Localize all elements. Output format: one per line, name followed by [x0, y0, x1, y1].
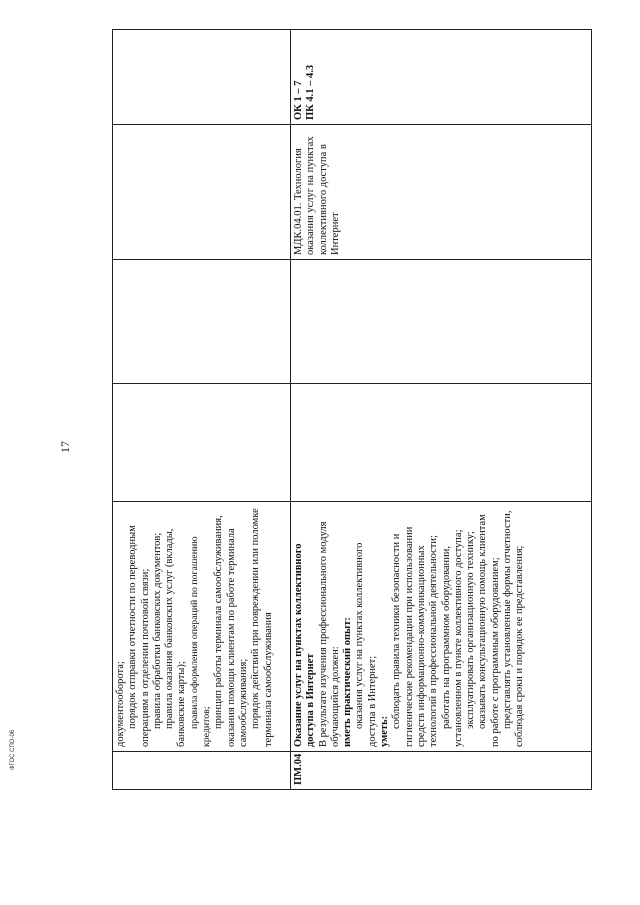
skill-item: эксплуатировать организационную технику;	[465, 531, 477, 729]
cell-empty	[113, 30, 291, 125]
footer-label: ФГОС СПО-06	[10, 729, 16, 770]
practice-text: оказания услуг на пунктах коллективного доступа в Интернет;	[354, 542, 378, 747]
cell-mdk	[291, 125, 592, 260]
skills-label: уметь:	[379, 715, 391, 747]
page-number: 17	[58, 441, 72, 453]
skill-item: оказывать консультационную помощь клиентам по работе с программным оборудованием;	[477, 514, 501, 747]
text-line: правила обработки банковских документов;	[151, 532, 163, 729]
text-line: документооборота;	[115, 661, 126, 747]
text-line: порядок отправки отчетности по переводным	[127, 525, 139, 729]
table-row	[113, 30, 291, 790]
module-title: Оказание услуг на пунктах коллективного доступа в Интернет	[293, 543, 317, 747]
competency-pk: ПК 4.1 – 4.3	[305, 64, 317, 120]
skill-item: работать на программном оборудовании, установленном в пункте коллективного доступа;	[440, 529, 464, 747]
text-line: терминала самообслуживания	[262, 612, 274, 747]
module-intro: В результате изучения профессионального модуля обучающийся должен:	[317, 521, 341, 747]
competency-ok: ОК 1 – 7	[293, 80, 304, 120]
text-line: операциям в отделении почтовой связи;	[139, 568, 151, 747]
cell-module-description	[291, 502, 592, 752]
cell-code-empty	[113, 752, 291, 790]
mdk-text: МДК.04.01. Технология оказания услуг на пунктах коллективного доступа в Интернет	[293, 136, 341, 255]
module-code: ПМ.04	[291, 752, 592, 790]
cell-empty	[113, 125, 291, 260]
skill-item: соблюдать правила техники безопасности и гигиенические рекомендации при использовании средств информационно-коммуникационных технологий в профессиональной деятельности;	[391, 526, 440, 747]
text-line: банковские карты);	[176, 661, 188, 747]
cell-competencies	[291, 30, 592, 125]
text-line: правила оформления операций по погашению кредитов;	[188, 536, 213, 747]
rotated-page	[112, 30, 592, 790]
curriculum-table	[112, 29, 592, 790]
cell-empty	[113, 260, 291, 384]
cell-knowledge-continued	[113, 502, 291, 752]
skill-item: представлять установленные формы отчетности, соблюдая сроки и порядок ее представления;	[502, 510, 526, 747]
practice-label: иметь практический опыт:	[342, 617, 354, 747]
cell-empty	[291, 260, 592, 384]
text-line: принцип работы терминала самообслуживания,	[213, 515, 225, 729]
table-row	[291, 30, 592, 790]
text-line: правила оказания банковских услуг (вклады,	[164, 528, 176, 729]
text-line: оказания помощи клиентам по работе терминала	[225, 528, 237, 747]
text-line: самообслуживания;	[237, 658, 249, 747]
text-line: порядок действий при повреждении или поломке	[250, 508, 262, 729]
cell-empty	[113, 384, 291, 502]
cell-empty	[291, 384, 592, 502]
